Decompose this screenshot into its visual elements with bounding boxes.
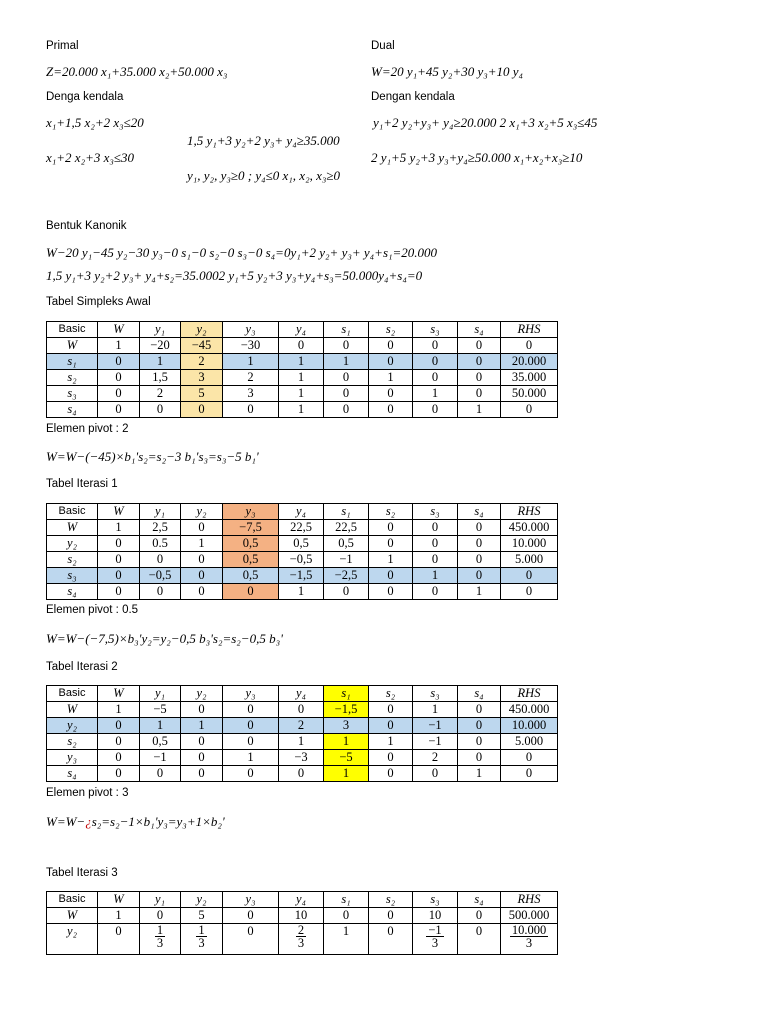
dual-objective: W=20 y₁+45 y₂+30 y₃+10 y₄	[371, 64, 524, 79]
table-cell: 1	[181, 536, 223, 552]
table-cell: 5.000	[501, 734, 558, 750]
table-cell: 1	[140, 354, 181, 370]
table-cell: 0,5	[223, 552, 279, 568]
header-s1: s₁	[324, 892, 369, 908]
fraction-numerator: −1	[428, 923, 442, 937]
table-cell: 1	[140, 718, 181, 734]
basic-cell: y₂	[47, 718, 98, 734]
table-cell: 50.000	[501, 386, 558, 402]
table-cell: 0	[223, 766, 279, 782]
header-y2: y₂	[181, 892, 223, 908]
dual-constraints-label: Dengan kendala	[371, 91, 455, 103]
table-cell: 0	[458, 536, 501, 552]
table-cell: 22,5	[324, 520, 369, 536]
table-cell: 20.000	[501, 354, 558, 370]
table-cell: 0	[140, 402, 181, 418]
table-header-row	[47, 504, 558, 520]
header-s1: s₁	[324, 686, 369, 702]
pivot-note-awal: Elemen pivot : 2	[46, 423, 129, 435]
header-basic: Basic	[47, 892, 98, 908]
fraction-denominator: 3	[431, 936, 439, 950]
table-cell: 0,5	[279, 536, 324, 552]
table-cell: 0	[223, 908, 279, 924]
table-cell: 0	[413, 354, 458, 370]
table-cell: 10.000	[501, 536, 558, 552]
table-cell: 0	[458, 568, 501, 584]
table-cell: 0	[413, 584, 458, 600]
table-cell: 0	[140, 766, 181, 782]
table-cell: 0	[413, 520, 458, 536]
update-formula-iter2-b: s₂=s₂−1×b₁'y₃=y₃+1×b₂'	[91, 814, 225, 829]
fraction-numerator: 10.000	[511, 923, 547, 937]
table-cell: 1	[369, 734, 413, 750]
table-cell: −7,5	[223, 520, 279, 536]
table-cell: 0	[324, 402, 369, 418]
table-cell: −1	[140, 750, 181, 766]
dual-title: Dual	[371, 40, 395, 52]
table-cell: 1	[279, 354, 324, 370]
header-s4: s₄	[458, 504, 501, 520]
table-row-pivot	[47, 718, 558, 734]
header-y4: y₄	[279, 892, 324, 908]
table-cell: 0	[181, 734, 223, 750]
header-s3: s₃	[413, 892, 458, 908]
basic-cell: W	[47, 338, 98, 354]
table-cell: 1	[98, 338, 140, 354]
table-cell: 0	[223, 402, 279, 418]
header-y1: y₁	[140, 504, 181, 520]
table-cell: 0	[98, 536, 140, 552]
table-cell: 0	[181, 766, 223, 782]
table-iter1-title: Tabel Iterasi 1	[46, 478, 118, 490]
basic-cell: s₃	[47, 386, 98, 402]
table-cell: 0	[279, 338, 324, 354]
basic-cell: s₁	[47, 354, 98, 370]
table-cell: 0	[501, 338, 558, 354]
header-s2: s₂	[369, 504, 413, 520]
table-cell: 0	[223, 584, 279, 600]
table-cell: 500.000	[501, 908, 558, 924]
header-s2: s₂	[369, 686, 413, 702]
table-row	[47, 520, 558, 536]
header-s4: s₄	[458, 686, 501, 702]
update-formula-iter1: W=W−(−7,5)×b₃'y₂=y₂−0,5 b₃'s₂=s₂−0,5 b₃'	[46, 631, 283, 646]
table-cell: 0	[413, 370, 458, 386]
table-cell: −5	[324, 750, 369, 766]
table-cell: 0	[458, 750, 501, 766]
fraction-cell	[140, 924, 181, 955]
table-cell: 1	[279, 386, 324, 402]
table-cell: −1,5	[324, 702, 369, 718]
table-cell: −0,5	[140, 568, 181, 584]
table-cell: 1	[324, 766, 369, 782]
header-s2: s₂	[369, 892, 413, 908]
table-cell: 0	[458, 908, 501, 924]
table-cell: 2	[140, 386, 181, 402]
header-s3: s₃	[413, 686, 458, 702]
table-cell: 0	[98, 584, 140, 600]
table-cell: 0	[140, 552, 181, 568]
table-cell: −5	[140, 702, 181, 718]
primal-objective: Z=20.000 x₁+35.000 x₂+50.000 x₃	[46, 64, 228, 79]
table-cell: 0	[98, 718, 140, 734]
pivot-cell: 2	[181, 354, 223, 370]
table-cell: 0	[369, 402, 413, 418]
table-cell: 0	[223, 734, 279, 750]
table-cell: 450.000	[501, 520, 558, 536]
table-cell: 0	[413, 766, 458, 782]
table-cell: 0	[458, 702, 501, 718]
table-row	[47, 338, 558, 354]
table-cell: 0	[324, 908, 369, 924]
header-y1: y₁	[140, 892, 181, 908]
primal-constraints-label: Denga kendala	[46, 91, 124, 103]
header-rhs: RHS	[501, 892, 558, 908]
header-y3: y₃	[223, 892, 279, 908]
fraction-denominator: 3	[198, 936, 205, 950]
table-cell: 0	[369, 584, 413, 600]
table-cell: 2	[223, 370, 279, 386]
table-cell: 3	[223, 386, 279, 402]
header-w: W	[98, 322, 140, 338]
table-cell: 1	[98, 908, 140, 924]
fraction-denominator: 3	[525, 936, 533, 950]
table-cell: 1	[279, 734, 324, 750]
table-cell: 0	[98, 568, 140, 584]
table-cell: 0	[369, 766, 413, 782]
header-y1: y₁	[140, 322, 181, 338]
table-cell: 0	[223, 924, 279, 955]
table-cell: 1	[369, 370, 413, 386]
table-cell: 0.5	[140, 536, 181, 552]
table-cell: −20	[140, 338, 181, 354]
basic-cell: W	[47, 702, 98, 718]
table-awal-title: Tabel Simpleks Awal	[46, 296, 151, 308]
header-w: W	[98, 892, 140, 908]
table-cell: 5	[181, 908, 223, 924]
basic-cell: y₂	[47, 924, 98, 955]
table-cell: 1	[98, 520, 140, 536]
table-cell: 0	[369, 718, 413, 734]
header-basic: Basic	[47, 686, 98, 702]
fraction-cell	[501, 924, 558, 955]
table-cell: 0	[279, 766, 324, 782]
table-cell: 1	[458, 584, 501, 600]
table-cell: 0	[98, 924, 140, 955]
table-cell: 0	[458, 552, 501, 568]
table-cell: −1	[413, 718, 458, 734]
table-cell: 1	[181, 718, 223, 734]
table-cell: 0	[369, 924, 413, 955]
table-cell: 0	[369, 386, 413, 402]
table-row	[47, 908, 558, 924]
table-cell: 1	[324, 924, 369, 955]
primal-title: Primal	[46, 40, 79, 52]
basic-cell: s₂	[47, 734, 98, 750]
fraction-numerator: 1	[198, 923, 205, 937]
table-cell: 0	[458, 338, 501, 354]
table-cell: 0	[98, 386, 140, 402]
header-s1: s₁	[324, 322, 369, 338]
basic-cell: W	[47, 520, 98, 536]
table-cell: 1	[413, 386, 458, 402]
canonical-title: Bentuk Kanonik	[46, 220, 127, 232]
table-row	[47, 766, 558, 782]
table-row	[47, 702, 558, 718]
header-w: W	[98, 504, 140, 520]
table-cell: 5.000	[501, 552, 558, 568]
pivot-cell: 0,5	[223, 568, 279, 584]
canonical-line-1: W−20 y₁−45 y₂−30 y₃−0 s₁−0 s₂−0 s₃−0 s₄=0y₁+2 y₂+ y₃+ y₄+s₁=20.000	[46, 245, 438, 260]
basic-cell: y₃	[47, 750, 98, 766]
update-formula-iter2	[46, 814, 225, 830]
table-cell: 0	[140, 584, 181, 600]
table-cell: 0	[181, 568, 223, 584]
table-cell: −1,5	[279, 568, 324, 584]
table-iter3	[46, 891, 558, 955]
table-cell: 450.000	[501, 702, 558, 718]
table-cell: 0	[181, 702, 223, 718]
table-cell: 1	[369, 552, 413, 568]
fraction-denominator: 3	[297, 936, 305, 950]
table-cell: 1	[413, 702, 458, 718]
header-y3: y₃	[223, 686, 279, 702]
table-cell: 1	[458, 402, 501, 418]
header-s3: s₃	[413, 504, 458, 520]
table-cell: 0	[98, 552, 140, 568]
table-cell: −2,5	[324, 568, 369, 584]
table-header-row	[47, 892, 558, 908]
header-y2: y₂	[181, 686, 223, 702]
table-cell: 0,5	[324, 536, 369, 552]
table-cell: 0	[140, 908, 181, 924]
table-cell: 0	[369, 750, 413, 766]
header-s1: s₁	[324, 504, 369, 520]
table-cell: 0	[501, 584, 558, 600]
fraction-numerator: 1	[156, 923, 164, 937]
table-cell: −30	[223, 338, 279, 354]
header-basic: Basic	[47, 504, 98, 520]
header-y2: y₂	[181, 322, 223, 338]
table-row	[47, 584, 558, 600]
table-cell: −1	[413, 734, 458, 750]
table-row	[47, 536, 558, 552]
update-formula-iter2-mark: ¿	[85, 814, 92, 829]
table-cell: 2,5	[140, 520, 181, 536]
table-cell: 0	[324, 386, 369, 402]
table-cell: 1	[413, 568, 458, 584]
basic-cell: s₃	[47, 568, 98, 584]
header-y3: y₃	[223, 322, 279, 338]
table-cell: 0	[324, 370, 369, 386]
table-cell: 0	[501, 568, 558, 584]
table-cell: 0	[369, 908, 413, 924]
table-cell: 10	[413, 908, 458, 924]
fraction-cell	[279, 924, 324, 955]
fraction-denominator: 3	[156, 936, 164, 950]
table-cell: 0	[458, 370, 501, 386]
header-s2: s₂	[369, 322, 413, 338]
table-row-pivot	[47, 568, 558, 584]
table-row	[47, 370, 558, 386]
table-cell: 0	[324, 338, 369, 354]
table-cell: 0	[181, 750, 223, 766]
table-header-row	[47, 322, 558, 338]
table-row	[47, 924, 558, 955]
table-cell: 0	[458, 520, 501, 536]
table-cell: 0,5	[223, 536, 279, 552]
table-cell: 1	[223, 750, 279, 766]
table-cell: 0	[181, 520, 223, 536]
header-rhs: RHS	[501, 504, 558, 520]
table-cell: 0	[501, 402, 558, 418]
table-row	[47, 734, 558, 750]
table-cell: 0	[369, 568, 413, 584]
table-row	[47, 750, 558, 766]
table-iter1	[46, 503, 558, 600]
table-cell: 0	[413, 536, 458, 552]
table-cell: 0	[98, 354, 140, 370]
basic-cell: s₄	[47, 402, 98, 418]
table-cell: −0,5	[279, 552, 324, 568]
table-cell: 0	[98, 750, 140, 766]
fraction-cell	[413, 924, 458, 955]
table-cell: 5	[181, 386, 223, 402]
table-cell: 0	[324, 584, 369, 600]
table-cell: 0	[181, 402, 223, 418]
table-iter2	[46, 685, 558, 782]
dual-line-4: y₁, y₂, y₃≥0 ; y₄≤0 x₁, x₂, x₃≥0	[187, 168, 341, 183]
table-cell: 1	[279, 370, 324, 386]
dual-line-1: y₁+2 y₂+y₃+ y₄≥20.000 2 x₁+3 x₂+5 x₃≤45	[373, 115, 598, 130]
table-cell: 0	[98, 370, 140, 386]
table-cell: 1	[223, 354, 279, 370]
header-y3: y₃	[223, 504, 279, 520]
pivot-cell: 3	[324, 718, 369, 734]
header-s4: s₄	[458, 322, 501, 338]
table-row	[47, 386, 558, 402]
table-cell: 0	[458, 718, 501, 734]
table-row-pivot	[47, 354, 558, 370]
table-cell: −1	[324, 552, 369, 568]
table-cell: 0	[458, 386, 501, 402]
table-cell: 1	[279, 402, 324, 418]
table-cell: 0	[98, 734, 140, 750]
table-cell: 0	[279, 702, 324, 718]
basic-cell: y₂	[47, 536, 98, 552]
header-y4: y₄	[279, 322, 324, 338]
pivot-note-iter1: Elemen pivot : 0.5	[46, 604, 139, 616]
primal-constraint-2: x₁+2 x₂+3 x₃≤30	[46, 150, 135, 165]
basic-cell: W	[47, 908, 98, 924]
table-cell: 0	[223, 718, 279, 734]
table-cell: 10	[279, 908, 324, 924]
basic-cell: s₄	[47, 584, 98, 600]
dual-line-2: 1,5 y₁+3 y₂+2 y₃+ y₄≥35.000	[187, 133, 340, 148]
primal-constraint-1: x₁+1,5 x₂+2 x₃≤20	[46, 115, 144, 130]
table-iter2-title: Tabel Iterasi 2	[46, 661, 118, 673]
header-s4: s₄	[458, 892, 501, 908]
table-cell: 0	[98, 766, 140, 782]
basic-cell: s₂	[47, 552, 98, 568]
table-cell: −45	[181, 338, 223, 354]
table-cell: 0	[369, 354, 413, 370]
pivot-note-iter2: Elemen pivot : 3	[46, 787, 129, 799]
header-y4: y₄	[279, 686, 324, 702]
canonical-line-2: 1,5 y₁+3 y₂+2 y₃+ y₄+s₂=35.0002 y₁+5 y₂+3 y₃+y₄+s₃=50.000y₄+s₄=0	[46, 268, 423, 283]
table-cell: 0	[369, 520, 413, 536]
header-rhs: RHS	[501, 322, 558, 338]
header-y1: y₁	[140, 686, 181, 702]
table-cell: 0	[369, 536, 413, 552]
header-basic: Basic	[47, 322, 98, 338]
table-cell: −3	[279, 750, 324, 766]
table-cell: 2	[413, 750, 458, 766]
table-row	[47, 552, 558, 568]
fraction-numerator: 2	[297, 923, 305, 937]
table-cell: 0,5	[140, 734, 181, 750]
table-cell: 3	[181, 370, 223, 386]
table-cell: 0	[181, 552, 223, 568]
basic-cell: s₂	[47, 370, 98, 386]
table-cell: 2	[279, 718, 324, 734]
header-y4: y₄	[279, 504, 324, 520]
header-y2: y₂	[181, 504, 223, 520]
table-cell: 0	[413, 402, 458, 418]
table-cell: 1	[324, 354, 369, 370]
table-cell: 1,5	[140, 370, 181, 386]
table-awal	[46, 321, 558, 418]
table-cell: 35.000	[501, 370, 558, 386]
table-cell: 0	[223, 702, 279, 718]
table-row	[47, 402, 558, 418]
table-cell: 0	[369, 702, 413, 718]
basic-cell: s₄	[47, 766, 98, 782]
update-formula-iter2-a: W=W−	[46, 814, 86, 829]
dual-line-3: 2 y₁+5 y₂+3 y₃+y₄≥50.000 x₁+x₂+x₃≥10	[371, 150, 583, 165]
table-cell: 0	[501, 750, 558, 766]
table-cell: 10.000	[501, 718, 558, 734]
table-cell: 1	[324, 734, 369, 750]
header-rhs: RHS	[501, 686, 558, 702]
fraction-cell	[181, 924, 223, 955]
update-formula-awal: W=W−(−45)×b₁'s₂=s₂−3 b₁'s₃=s₃−5 b₁'	[46, 449, 259, 464]
table-cell: 1	[98, 702, 140, 718]
table-header-row	[47, 686, 558, 702]
table-cell: 0	[458, 734, 501, 750]
table-iter3-title: Tabel Iterasi 3	[46, 867, 118, 879]
header-w: W	[98, 686, 140, 702]
table-cell: 1	[279, 584, 324, 600]
table-cell: 1	[458, 766, 501, 782]
table-cell: 0	[501, 766, 558, 782]
table-cell: 0	[181, 584, 223, 600]
header-s3: s₃	[413, 322, 458, 338]
table-cell: 22,5	[279, 520, 324, 536]
table-cell: 0	[458, 354, 501, 370]
table-cell: 0	[458, 924, 501, 955]
table-cell: 0	[413, 552, 458, 568]
table-cell: 0	[98, 402, 140, 418]
table-cell: 0	[369, 338, 413, 354]
table-cell: 0	[413, 338, 458, 354]
